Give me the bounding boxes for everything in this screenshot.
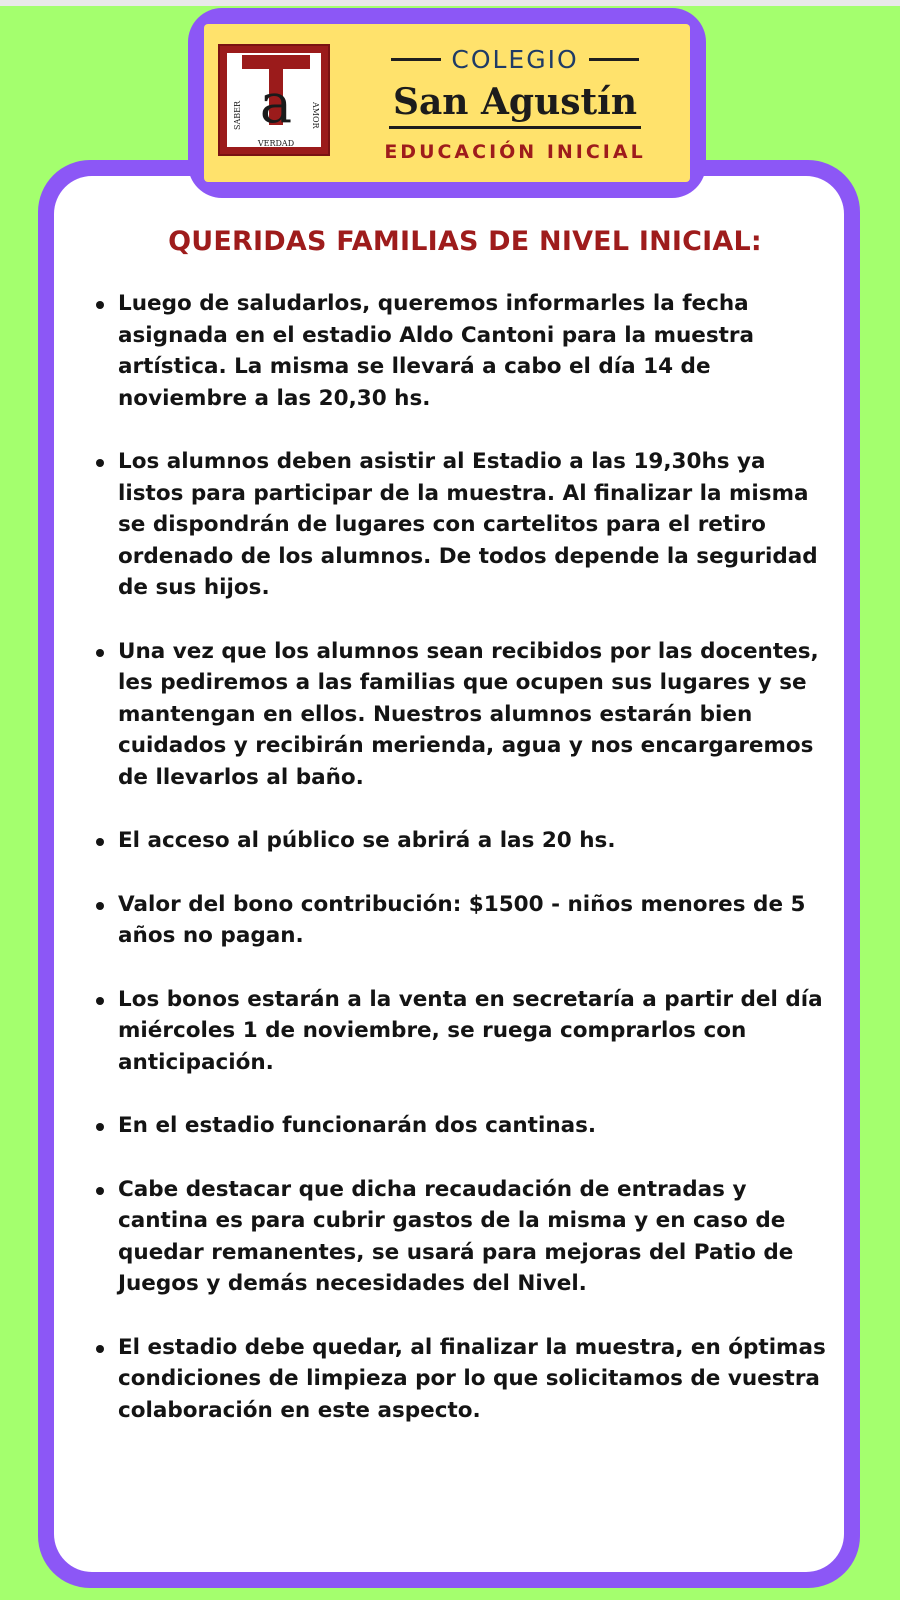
school-logo-icon: [218, 44, 330, 156]
header-tab: [188, 8, 706, 198]
logo-word-right: AMOR: [311, 102, 320, 129]
list-item: Los alumnos deben asistir al Estadio a las 19,30hs ya listos para participar de la muestra. Al finalizar la misma se dispondrán de lugares con cartelitos para el retiro ordenado de los alumnos. De todos depende la seguridad de sus hijos.: [96, 446, 838, 604]
list-item: Los bonos estarán a la venta en secretaría a partir del día miércoles 1 de noviembre, se ruega comprarlos con anticipación.: [96, 984, 838, 1079]
notice-card-body: [54, 176, 844, 1572]
divider: [589, 58, 639, 61]
top-edge: [0, 0, 900, 6]
logo-word-bottom: VERDAD: [257, 139, 295, 148]
list-item: El estadio debe quedar, al finalizar la muestra, en óptimas condiciones de limpieza por lo que solicitamos de vuestra colaboración en este aspecto.: [96, 1332, 838, 1427]
notice-list: [96, 288, 838, 1458]
list-item: Una vez que los alumnos sean recibidos por las docentes, les pediremos a las familias que ocupen sus lugares y se mantengan en ellos. Nuestros alumnos estarán bien cuidados y recibirán merienda, agua y nos encargaremos de llevarlos al baño.: [96, 636, 838, 794]
list-item: Luego de saludarlos, queremos informarles la fecha asignada en el estadio Aldo Cantoni para la muestra artística. La misma se llevará a cabo el día 14 de noviembre a las 20,30 hs.: [96, 288, 838, 414]
institution-type: COLEGIO: [451, 44, 579, 74]
logo-letter: a: [259, 72, 293, 135]
list-item: En el estadio funcionarán dos cantinas.: [96, 1110, 838, 1142]
list-item: El acceso al público se abrirá a las 20 hs.: [96, 825, 838, 857]
divider: [391, 58, 441, 61]
notice-card: [38, 160, 860, 1588]
school-level: EDUCACIÓN INICIAL: [384, 141, 646, 163]
school-name: San Agustín: [389, 80, 641, 129]
list-item: Cabe destacar que dicha recaudación de entradas y cantina es para cubrir gastos de la misma y en caso de quedar remanentes, se usará para mejoras del Patio de Juegos y demás necesidades del Nivel.: [96, 1174, 838, 1300]
school-header: [204, 24, 690, 182]
notice-title: QUERIDAS FAMILIAS DE NIVEL INICIAL:: [168, 226, 762, 257]
list-item: Valor del bono contribución: $1500 - niños menores de 5 años no pagan.: [96, 889, 838, 952]
school-wordmark: [354, 42, 676, 163]
logo-word-left: SABER: [233, 101, 242, 130]
